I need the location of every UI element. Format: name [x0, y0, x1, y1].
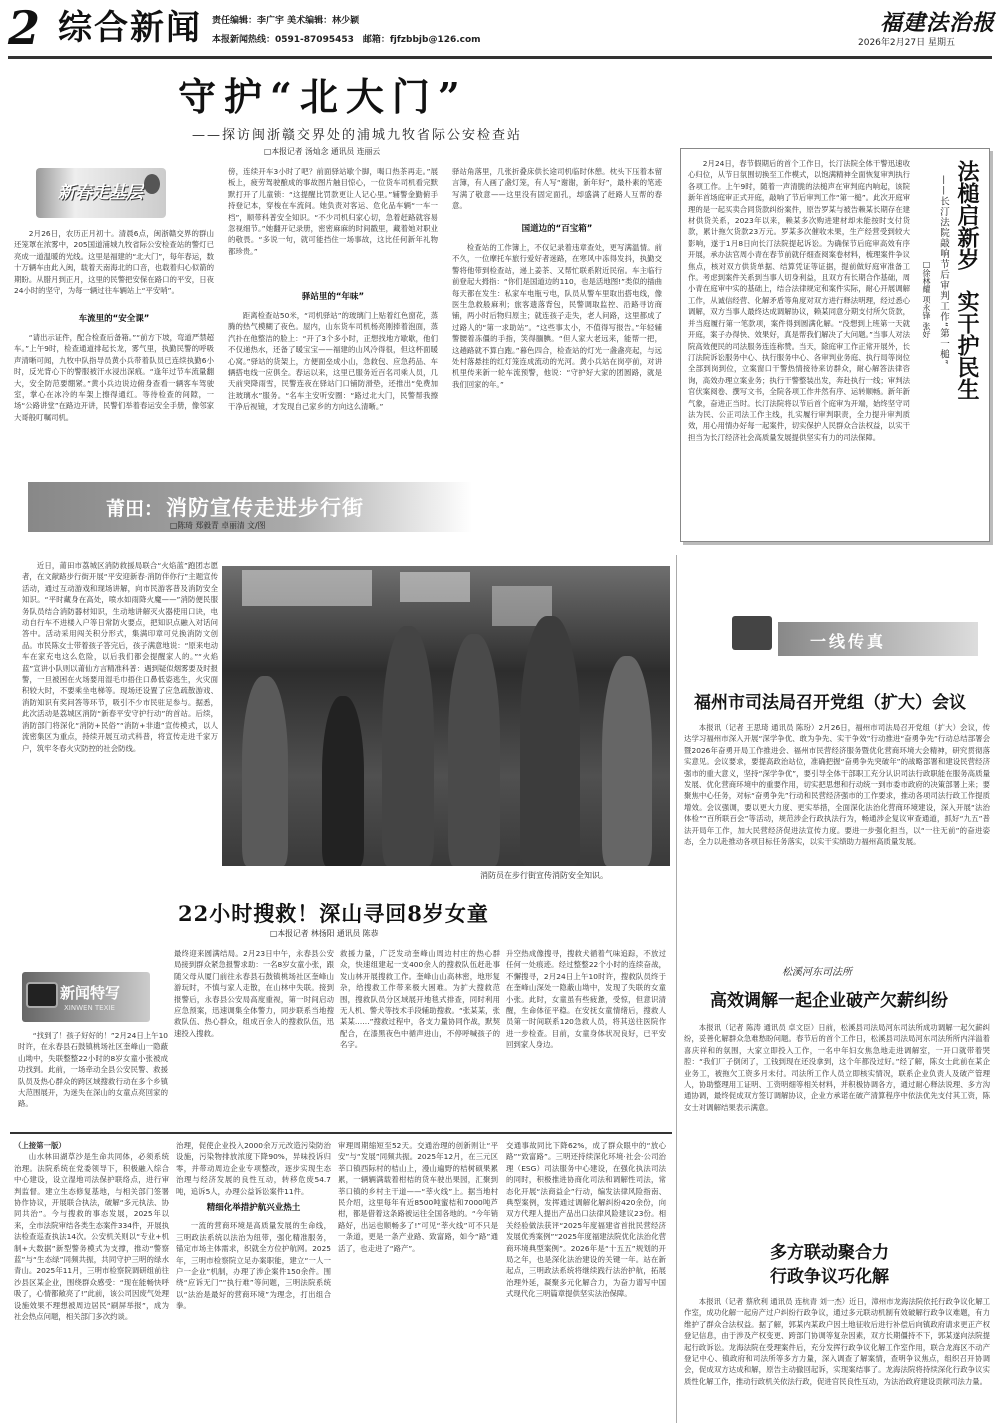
search-title: 22小时搜救！深山寻回8岁女童 — [178, 901, 489, 926]
lead-subhead-safety: 车流里的“安全课” — [78, 314, 150, 324]
article1-title: 福州市司法局召开党组（扩大）会议 — [694, 693, 966, 713]
lead-subtitle: ——探访闽浙赣交界处的浦城九牧省际公安检查站 — [192, 128, 523, 143]
search-byline: □本报记者 林扬阳 通讯员 陈恭 — [270, 929, 379, 938]
court-title-a: 法槌启新岁 — [954, 160, 980, 270]
firefighter — [448, 634, 500, 866]
lead-subhead-toolbox: 国道边的“百宝箱” — [521, 224, 593, 234]
lead-col-1b: “请出示证件，配合检查后备箱。”“前方下坡，弯道严禁超车。”上午9时，检查通道排起长龙，雾气里，执勤民警的呼吸声清晰可闻，九牧中队指导员黄小兵带着队员已连续执勤6小时，反光背心下的警服被汗水浸出深痕。“逢年过节车流量翻大，安全防范要绷紧。”黄小兵边说边俯身查看一辆客车驾驶室，掌心在冰冷的车架上擦得通红。等待检查的间隙，一场“公路讲堂”在路边开讲，民警们举着春运安全手册，像邻家大哥般叮嘱司机。 — [14, 333, 214, 422]
storefront-sign — [242, 570, 372, 606]
hotline: 本报新闻热线：0591-87095453 邮箱：fjfzbbjb@126.com — [212, 35, 481, 45]
lead-col-1a: 2月26日，农历正月初十。清晨6点，闽浙赣交界的群山还笼罩在浓雾中，205国道浦城九牧省际公安检查站的警灯已亮成一道温暖的光线。这里是福建的“北大门”，每年春运，数十万辆车由此入闽，载着天南海北的口音，也载着归心似箭的期盼。从腊月到正月，这里的民警把安保在路口的平安，日夜24小时的坚守，为每一辆过往车辆站上“平安哨”。 — [14, 229, 214, 296]
fire-caption: 消防员在步行街宣传消防安全知识。 — [480, 871, 608, 880]
fire-photo — [222, 566, 670, 866]
feature-badge-en: XINWEN TEXIE — [64, 1004, 115, 1012]
continued-label: （上接第一版） — [14, 1141, 66, 1150]
oneline-banner — [778, 622, 978, 656]
lead-byline: □本报记者 汤灿念 通讯员 连丽云 — [264, 147, 381, 156]
article2-kicker: 松溪河东司法所 — [782, 967, 852, 978]
fire-body: 近日，莆田市荔城区消防救援局联合“火焰蓝”跑团志愿者，在文献路步行街开展“平安迎新春·消防伴你行”主题宣传活动，通过互动游戏和现场讲解，向市民游客普及消防安全知识。“平时藏身在高处，喷水如雨降火魔——”消防便民服务队员结合消防器材知识，生动地讲解灭火器使用口诀，电动自行车不进楼入户等日常防火要点，把知识点融入对话问答中。活动采用闯关积分形式，集满印章可兑换消防文创品。市民陈女士带着孩子答完后，孩子满意地说：“原来电动车在家充电这么危险，以后我们都会提醒家人的。”“火焰蓝”宣讲小队则以莆仙方言精准科普：遇到疑似烟雾要及时报警，一旦被困在火场要用湿毛巾捂住口鼻低姿逃生，火灾面积较大时，不要乘坐电梯等。现场还设置了应急疏散游戏、消防知识有奖问答等环节，吸引不少市民驻足参与。据悉，此次活动是荔城区消防“新春平安守护行动”的首站。后续，消防部门将深化“消防+民俗”“消防+非遗”宣传模式，以人流密集区为重点，持续开展互动式科普，将宣传走进千家万户，筑牢冬春火灾防控的社会防线。 — [22, 561, 218, 753]
lead-col-2b: 距离检查站50米，“司机驿站”的玻璃门上贴着红色窗花，蒸腾的热气模糊了夜色。屋内，山东货车司机杨亮刚捧着泡面，蒸汽扑在他整洁的脸上：“开了3个多小时，正想找地方歇歇，他们不仅递热水，还备了暖宝宝——福建的山风冷得很，但这杯面暖心窝。”驿站的货架上，方便面垒成小山，急救包、应急药品、车辆搭电线一应俱全。春运以来，这里已服务近百名司乘人员，几天前突降雨雪，民警连夜在驿站门口铺防滑垫，还推出“免费加注玻璃水”服务。“名车主安听安圈：“路过北大门，民警帮我擦干净后视镜，才发现自己家乡的方向这么清晰。” — [228, 311, 438, 412]
article3-title-b: 行政争议巧化解 — [770, 1267, 889, 1287]
search-col-1: “找到了！孩子好好的！”2月24日上午10时许，在永春县石鼓镇桃场社区奎峰山一隐蔽山坳中，失联整整22小时的8岁女童小张被成功找到。此前，一场牵动全县公安民警、救援队员及热心群众的跨区域搜救行动在多个乡镇大范围展开，为迷失在深山的女童点亮回家的路。 — [18, 1031, 168, 1109]
new-year-badge — [36, 168, 166, 218]
court-subtitle: ——长汀法院敲响节后审判工作“第一槌” — [938, 175, 949, 366]
child — [322, 696, 364, 866]
search-col-4: 升空热成像搜寻，搜救犬循着气味追踪，不放过任何一处痕迹。经过整整22个小时的连续奋战，不懈搜寻，2月24日上午10时许，搜救队员终于在奎峰山深处一隐蔽山坳中，发现了失联的女童小张。此时，女童虽有些疲惫，受惊，但意识清醒，生命体征平稳。在安抚女童情绪后，搜救人员第一时间联系120急救人员，将其送往医院作进一步检查。目前，女童身体状况良好，已平安回到家人身边。 — [506, 949, 666, 1050]
firefighter — [520, 616, 580, 866]
feature-badge — [22, 972, 150, 1022]
feature-badge-text: 新闻特写 — [60, 984, 121, 1002]
lead-col-3a: 驿站角落里，几张折叠床供长途司机临时休憩。枕头下压着本留言簿，有人画了盏灯笼，有人写“谢谢，新年好”，最朴素的笔迹写满了敬意——这里没有固定面孔，却盛满了赶路人互帮的春意。 — [452, 167, 662, 211]
lead-col-2a: 傍，连续开车3小时了吧？前面驿站歇个脚，喝口热茶再走。”展板上，疲劳驾驶酿成的事故图片触目惊心，一位货车司机看完默默打开了儿童锁：“这提醒比罚款更让人记心里。”辅警金勤俯手持登记本，穿梭在车流间。她负责对客运、危化品车辆“一车一档”，顺带科普安全知识。“不少司机归家心切，急着赶路就容易忽视细节。”她翻开记录册，密密麻麻的时间戳里，藏着她对职业的敬畏。“多说一句，就可能挡住一场事故，这比任何新年礼物都珍贵。” — [228, 167, 438, 256]
bottom-col-3: 审理周期缩短至52天。交通治理的创新则让“平安”与“发展”同频共振。2025年12月，在三元区莘口镇西际村的桔山上，漫山遍野的桔树硕果累累，一辆辆满载着柑桔的货车驶出果园，汇聚到莘口镇的乡村主干道——“莘火线”上。据当地村民介绍，这里每年有近8500吨蜜桔和7000吨芦柑，都是借着这条路被运往全国各地的。“今年销路好，出运也顺畅多了!”可见“莘火线”可不只是一条道，更是一条产业路、致富路，如今“路”通活了，也走进了“路产”。 — [338, 1141, 498, 1253]
article2-title: 高效调解一起企业破产欠薪纠纷 — [710, 991, 948, 1011]
article3-title-a: 多方联动聚合力 — [770, 1243, 889, 1263]
masthead-rule — [8, 56, 992, 59]
search-col-3: 救援力量，广泛发动奎峰山周边村庄的热心群众，快速组建起一支400余人的搜救队伍赶赴事发山林开展搜救工作。奎峰山山高林密，地形复杂，给搜救工作带来极大困难。为扩大搜救范围，搜救队员分区域展开地毯式排查，同时利用无人机、警犬等技术手段辅助搜救。“张某某，张某某……”搜救过程中，各支力量协同作战，默契配合，在漆黑夜色中循声进山，不停呼喊孩子的名字。 — [340, 949, 500, 1050]
firefighter — [382, 626, 434, 866]
lead-subhead-station: 驿站里的“年味” — [301, 292, 365, 302]
fire-byline: □陈琦 郑毅青 卓丽清 文/图 — [170, 521, 266, 530]
issue-date: 2026年2月27日 星期五 — [858, 38, 955, 48]
masthead — [0, 0, 1000, 62]
editors: 责任编辑：李广宇 美术编辑：林少颖 — [212, 16, 360, 26]
lead-title: 守护“北大门” — [178, 74, 468, 119]
bystander — [602, 656, 652, 866]
article1-body: 本报讯（记者 王思琦 通讯员 陈玢）2月26日，福州市司法局召开党组（扩大）会议，传达学习福州市深入开展“深学争优、敢为争先、实干争效”行动推进“奋勇争先”行动总结部署会暨2026年奋勇开局工作推进会、福州市民营经济服务暨优化营商环境大会精神，研究贯彻落实意见。会议要求，要提高政治站位，准确把握“奋勇争先突破年”的战略部署和建设民营经济强市的重大意义，坚持“深学争优”，要引导全体干部职工充分认识司法行政职能在服务高质量发展、优化营商环境中的重要作用，切实把思想和行动统一到市委市政府的决策部署上来；要聚焦中心任务，对标“奋勇争先”行动和民营经济强市的工作要求，推动各项司法行政工作提质增效。会议强调，要以更大力度、更实举措，全面深化法治化营商环境建设，深入开展“法治体检”“百所联百会”等活动，规范涉企行政执法行为，畅通涉企复议审查通道，抓好“九五”普法开局年工作，加大民营经济促进法宣传力度。要进一步强化担当，以“一往无前”的奋进姿态，全力以赴推动各项目标任务落实，以实干实绩助力福州高质量发展。 — [684, 723, 990, 847]
court-byline: □徐林耀 项永锋 张好 — [922, 260, 931, 339]
bystander — [242, 676, 288, 866]
page-number: 2 — [8, 1, 41, 55]
bottom-subhead: 精细化举措护航兴业热土 — [206, 1203, 301, 1214]
oneline-banner-text: 一线传真 — [810, 632, 887, 651]
lantern-icon — [144, 174, 160, 194]
fire-title: 消防宣传走进步行街 — [166, 495, 364, 520]
lead-col-3b: 检查站的工作簿上，不仅记录着违章查处，更写满温情。前不久，一位摩托车旅行爱好者迷路，在寒风中冻得发抖，执勤交警将他带到检查站，递上姜茶、又帮忙联系附近民宿。车主临行前登起大拇指：“你们是国道边的110，也是活地图!”类似的插曲每天都在发生：私家车电瓶亏电，队员从警车里取出搭电线，像医生急救般麻利；旅客遗落背包，民警调取监控、沿路寻访商铺，两小时后物归原主；就连孩子走失，老人问路，这里都成了过路人的“第一求助站”。“这些事太小，不值得写报告。”年轻辅警腰着冻僵的手指，笑得腼腆。“但人家大老远来，能帮一把，这趟路就不算白跑。”暮色四合，检查站的灯光一盏盏亮起，与远处村落悬挂的红灯笼连成流动的光河。黄小兵站在岗亭前，对讲机里传来新一轮车流预警，他说：“守护好大家的团圆路，就是我们回家的年。” — [452, 243, 662, 389]
storefront-sign-2 — [400, 572, 470, 602]
court-body: 2月24日，春节假期后的首个工作日，长汀法院全体干警迅速收心归位，从节日氛围切换至工作模式，以饱满精神全面恢复审判执行各项工作。上午9时，随着一声清脆的法槌声在审判庭内响起，该院新年首场庭审正式开庭，敲响了节后审判工作“第一槌”。此次开庭审理的是一起买卖合同货款纠纷案件，原告罗某与被告赖某长期存在建材供货关系，2023年以来，赖某多次购进建材却未能按时支付货款，累计拖欠货款23万元。罗某多次催收未果，生产经营受到较大影响，遂于1月8日向长汀法院提起诉讼。为确保节后庭审高效有序开展，承办法官周小青在春节前就仔细查阅案卷材料，梳理案件争议焦点，核对双方供货单据、结算凭证等证据，提前做好庭审准备工作。考虑到案件关系到当事人切身利益，且双方有长期合作基础，周小青在庭审中实的基础上，结合法律规定和案件实际，耐心开展调解工作，从诚信经营、化解矛盾等角度对双方进行释法明理，经过悉心调解，双方当事人最终达成调解协议，赖某同意分期支付所欠货款，并当庭履行第一笔款项，案件得到圆满化解。“没想到上班第一天就开庭，案子办得快、效果好，真是帮我们解决了大问题。”当事人对法院高效便民的司法服务连连称赞。当天，除庭审工作正常开展外，长汀法院诉讼服务中心、执行服务中心、各审判业务庭、执行局等岗位全部到岗到位，立案窗口干警热情接待来访群众，耐心解答法律咨询，高效办理立案业务；执行干警整装出发，奔赴执行一线；审判法官伏案阅卷、撰写文书，全院各项工作井然有序、运转顺畅。新年新气象，奋进正当时。长汀法院将以节后首个庭审为开端，始终坚守司法为民、公正司法工作主线，扎实履行审判职责，全力提升审判质效，用心用情办好每一起案件，切实保护人民群众合法权益，以实干担当为长汀经济社会高质量发展提供坚实有力的司法保障。 — [688, 159, 910, 442]
court-title-b: 实干护民生 — [954, 290, 980, 400]
section-title: 综合新闻 — [58, 8, 202, 48]
fax-icon — [732, 616, 772, 650]
bottom-col-2: 治理，促使企业投入2000余万元改造污染防治设施，污染物排放浓度下降90%，异味投诉归零，并带动周边企业专项整改，逐步实现生态治理与经济发展的良性互动，转移危废54.7吨，追诉5人，办理公益诉讼案件11件。 精细化举措护航兴业热土 一流的营商环境是高质量发展的生命线，三明政法系统以法治为纽带，强化精准服务，锚定市场主体需求，织就全方位护航网。2025年，三明市检察院立足办案职能，建立“一人一户一企业”机制，办理了涉企案件150余件。围绕“应诉无门”“执行难”等问题，三明法院系统以“法治是最好的营商环境”为理念，打出组合拳。 — [176, 1141, 331, 1311]
article2-body: 本报讯（记者 陈涛 通讯员 卓文臣）日前，松溪县司法局河东司法所成功调解一起欠薪纠纷，妥善化解群众急难愁盼问题。春节后的首个工作日，松溪县司法局河东司法所所内洋溢着喜庆祥和的氛围，大家立即投入工作，一名中年妇女焦急地走进调解室，一开口就带着哭腔：“我们厂子倒闭了，工钱到现在还没拿到，这个年都没过好。”经了解，陈女士此前在某企业务工，被拖欠工资多月未付。司法所工作人员立即核实情况，联系企业负责人及破产管理人，协助整理用工证明、工资明细等相关材料，并积极协调各方，通过耐心释法说理、多方沟通协调，最终促成双方签订调解协议，企业方承诺在破产清算程序中依法优先支付其工资，陈女士对调解结果表示满意。 — [684, 1023, 990, 1112]
bottom-col-1: （上接第一版） 山水林田湖草沙是生命共同体，必须系统治理。法院系统在党委领导下，积极融入综合中心建设，设立湿地司法保护联络点，进行审判监督。建立生态修复基地，与相关部门签署协作协议，开展联合执法，破解“多元执法、协同共治”。今与搜救的事态发展，2025年以来，全市法院审结各类生态案件334件，开展执法检查巡查执法14次。公安机关则以“专业+机制+大数据”新型警务模式为支撑，推动“警察蓝”与“生态绿”同频共振，共同守护三明的绿水青山。2025年11月，三明市检察院调研组前往沙县区某企业，围绕群众感受：“现在能畅快呼吸了，心情都敞亮了!”此前，该公司因废气处理设施效果不理想被周边居民“刷屏举报”，成为社会热点问题，相关部门多次约谈。 — [14, 1141, 169, 1322]
camera-icon — [26, 982, 58, 1008]
badge-text: 新春走基层 — [58, 183, 143, 203]
search-col-2: 最终迎来圆满结局。2月23日中午，永春县公安局接到群众紧急报警求助：一名8岁女童小张，跟随父母从厦门前往永春县石鼓镇桃场社区奎峰山游玩时，不慎与家人走散，在山林中失联。接到报警后，永春县公安局高度重视，第一时间启动应急预案，迅速调集全体警力，同步联系当地搜救队伍、热心群众，组成百余人的搜救队伍，迅速投入搜救。 — [174, 949, 334, 1038]
section-divider — [10, 1132, 672, 1134]
paper-logo: 福建法治报 — [880, 10, 996, 36]
right-column-divider — [676, 555, 677, 1423]
fire-title-prefix: 莆田： — [106, 498, 164, 520]
article3-body: 本报讯（记者 蔡欣利 通讯员 连杭青 刘一杰）近日，漳州市龙海法院依托行政争议化解工作室，成功化解一起房产过户纠纷行政争议，通过多元联动机制有效破解行政争议难题，有力维护了群众合法权益。据了解，郭某内某政户因土地征收后进行补偿后向镇政府请求更正产权登记信息，由于涉及产权变更、跨部门协调等复杂因素，双方长期僵持不下，郭某遂向法院提起行政诉讼。龙海法院在受理案件后，充分发挥行政争议化解工作室作用，联合龙海区不动产登记中心、镇政府和司法所等多方力量，深入调查了解案情，查明争议焦点，组织召开协调会，促成双方达成和解，原告主动撤回起诉，实现案结事了。龙海法院将持续深化行政争议实质性化解工作，推动行政机关依法行政，促进官民良性互动，为法治政府建设贡献司法力量。 — [684, 1297, 990, 1386]
bottom-col-4: 交通事故同比下降62%，成了群众眼中的“放心路”“致富路”。三明还持续深化环境·社会·公司治理（ESG）司法服务中心建设，在强化执法司法的同时，积极推进协商化司法和调解性司法，常态化开展“法商益企”行动，编发法律风险指南、典型案例，发挥通过调解化解纠纷420余份，向双方代理人提出产品出口法律风险建议23份。相关经验做法获评“2025年度福建省首批民营经济发展优秀案例”“2025年度福建法院优化法治化营商环境典型案例”。2026年是“十五五”规划的开局之年，也是深化法治建设的关键一年。站在新起点，三明政法系统将继续践行法治护航，拓展治理外延，凝聚多元化解合力，为奋力谱写中国式现代化三明篇章提供坚实法治保障。 — [506, 1141, 666, 1299]
